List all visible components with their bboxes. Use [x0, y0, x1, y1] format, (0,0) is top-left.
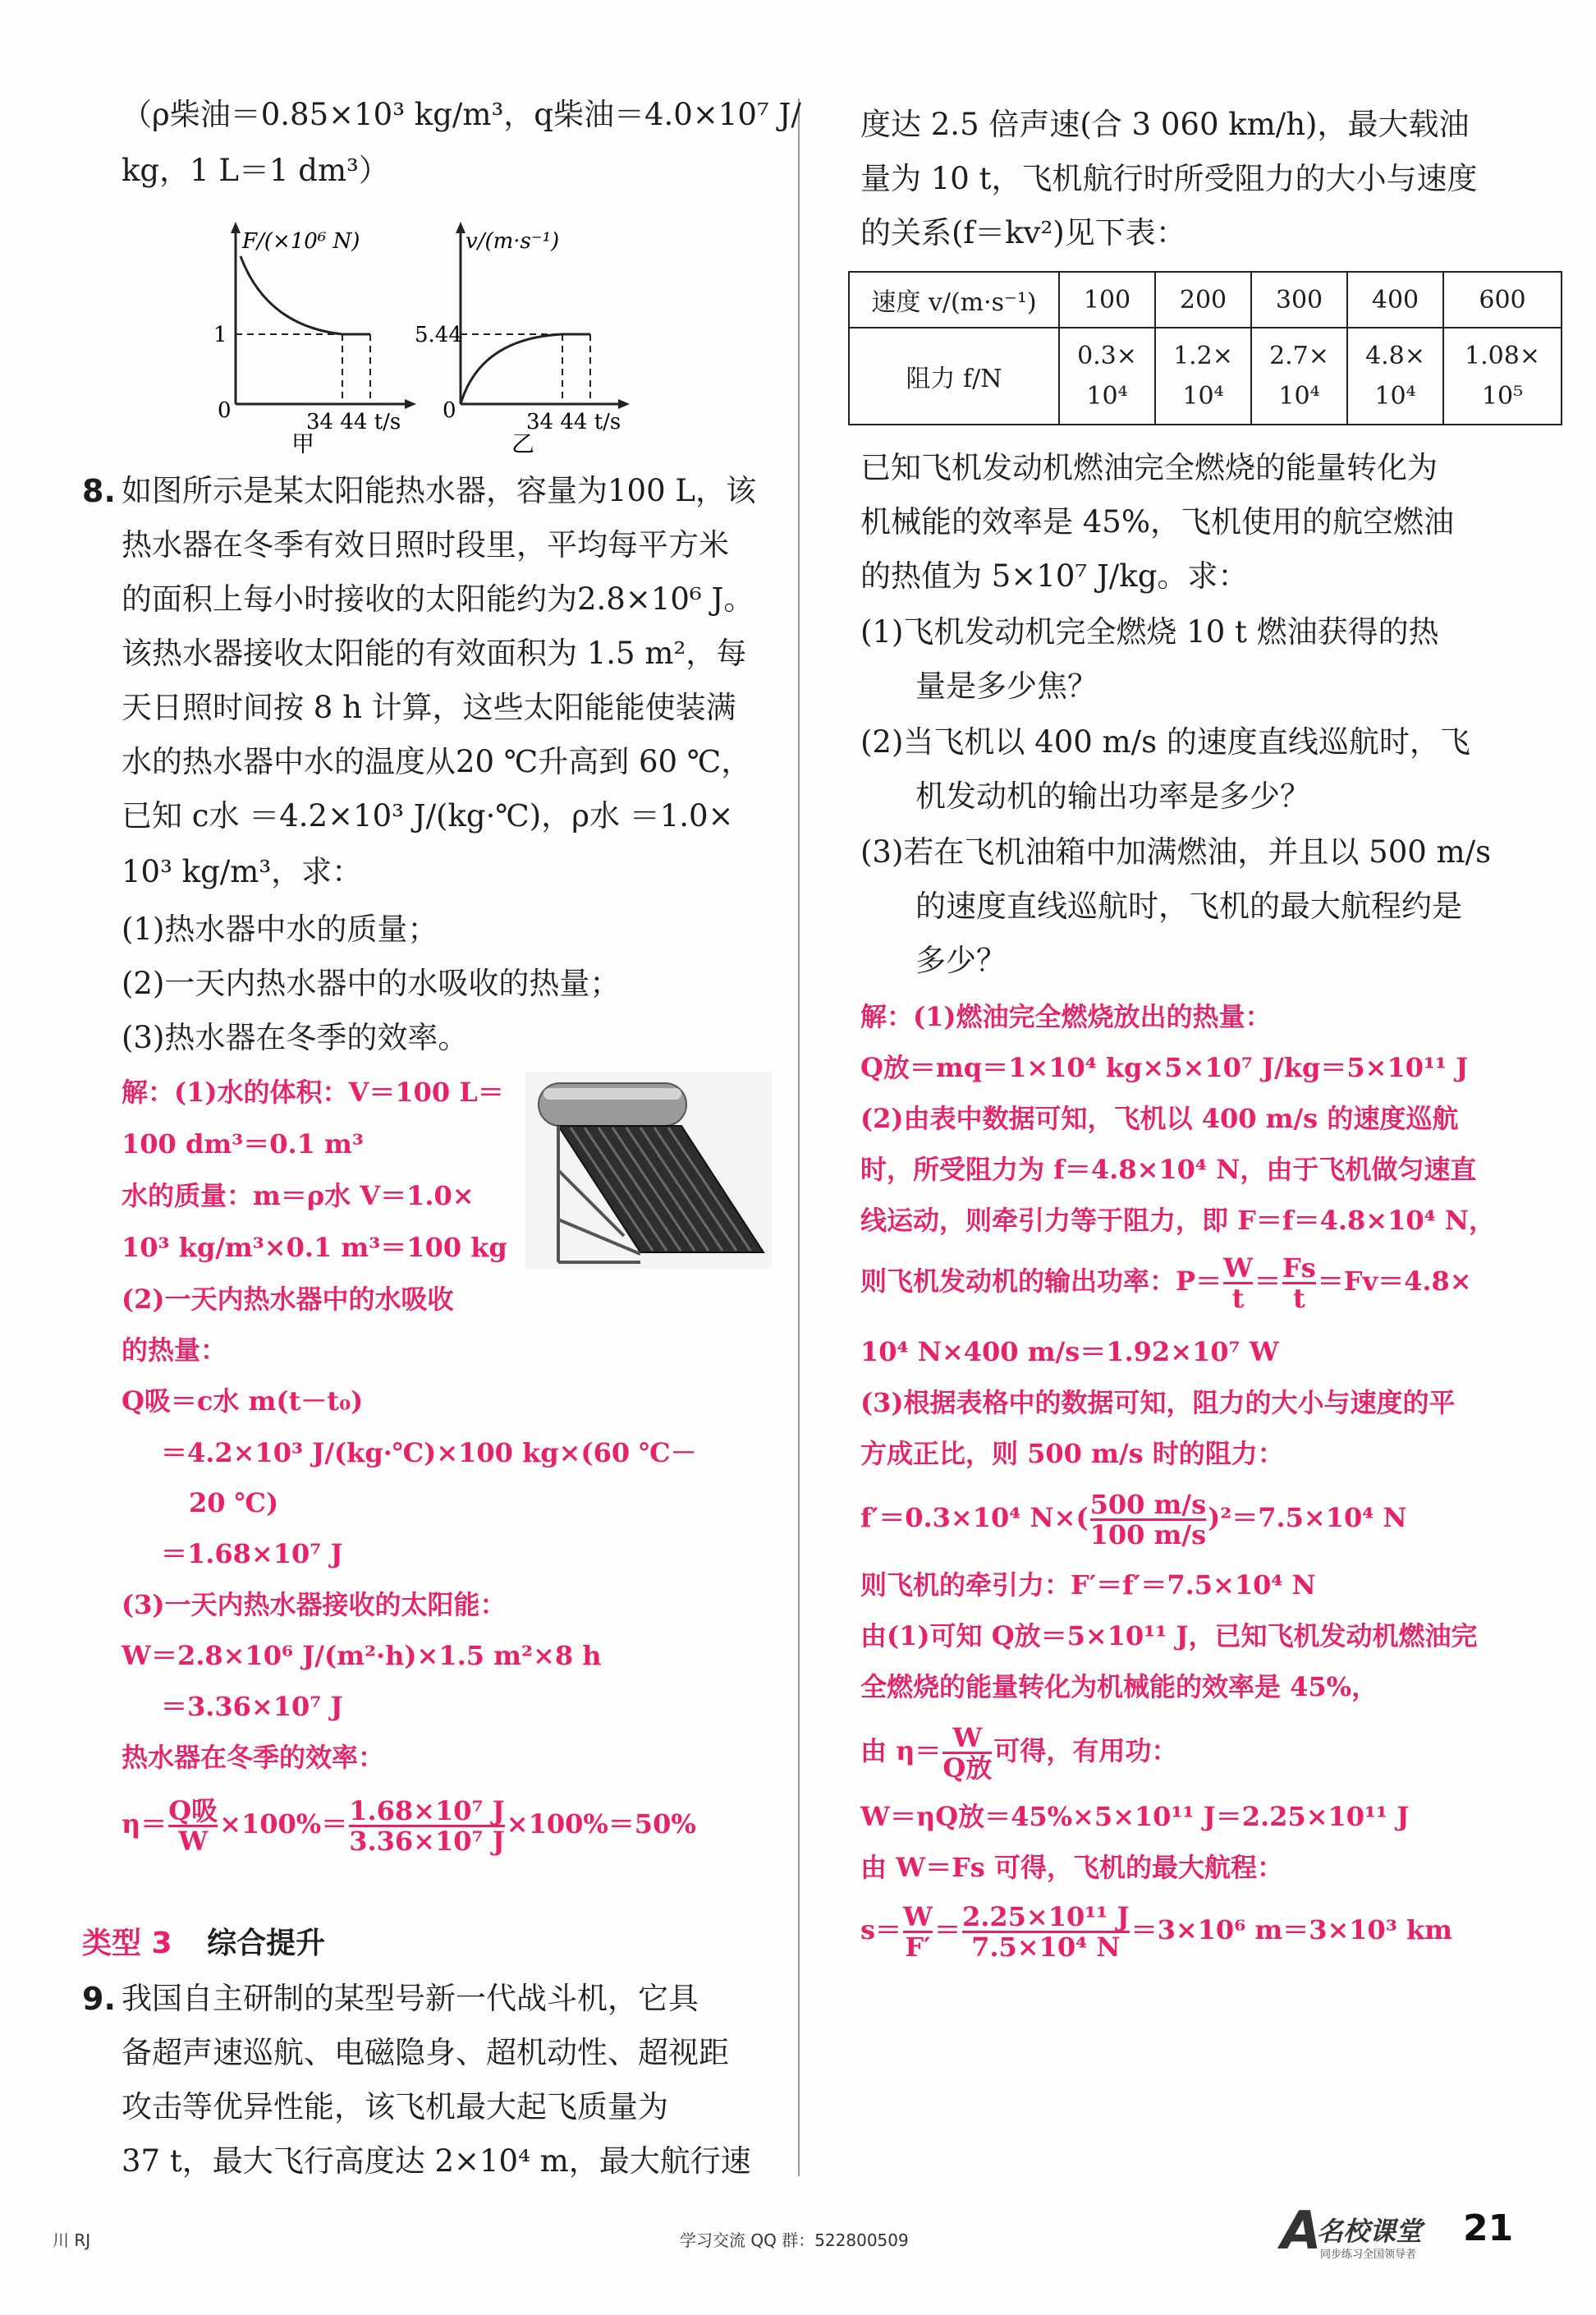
page-number: 21	[1463, 2207, 1514, 2249]
q9-body-line: 机械能的效率是 45%，飞机使用的航空燃油	[860, 504, 1454, 540]
drag-header: 阻力 f/N	[849, 328, 1059, 425]
power-suffix: ＝Fv＝4.8×	[1317, 1265, 1472, 1297]
q9-body-line: 的热值为 5×10⁷ J/kg。求：	[860, 558, 1249, 594]
q9-part-1: 量是多少焦？	[915, 668, 1098, 704]
q8-line: 天日照时间按 8 h 计算，这些太阳能能使装满	[122, 690, 736, 725]
q9-continued-line: 的关系(f＝kv²)见下表：	[860, 215, 1186, 250]
range-formula	[860, 1897, 1452, 1963]
fprime-prefix: f′＝0.3×10⁴ N×(	[860, 1502, 1089, 1533]
q8-part-3: (3)热水器在冬季的效率。	[122, 1020, 469, 1055]
q9-answer-line: 线运动，则牵引力等于阻力，即 F＝f＝4.8×10⁴ N，	[860, 1205, 1496, 1236]
speed-cell: 200	[1155, 272, 1251, 328]
solar-water-heater-illustration	[525, 1072, 772, 1269]
y-label: F/(×10⁶ N)	[242, 229, 360, 254]
q9-part-2: 机发动机的输出功率是多少？	[915, 779, 1310, 814]
drag-cell	[1155, 328, 1251, 425]
q8-line: 10³ kg/m³，求：	[122, 854, 363, 889]
drag-power: 10⁵	[1481, 382, 1524, 411]
power-formula	[860, 1248, 1472, 1314]
y-tick-1: 5.44	[415, 323, 462, 347]
fraction	[349, 1797, 505, 1855]
y-label: v/(m·s⁻¹)	[466, 229, 560, 254]
fraction-denominator: Q放	[942, 1752, 993, 1784]
q8-answer-line: 热水器在冬季的效率：	[122, 1742, 385, 1773]
q8-answer-line: (3)一天内热水器接收的太阳能：	[122, 1589, 507, 1620]
q8-answer-line: (2)一天内热水器中的水吸收	[122, 1284, 454, 1315]
q9-answer-line: (3)根据表格中的数据可知，阻力的大小与速度的平	[860, 1387, 1456, 1418]
logo-text: 名校课堂	[1317, 2216, 1423, 2247]
s-prefix: s＝	[860, 1914, 902, 1945]
q9-line: 攻击等优异性能，该飞机最大起飞质量为	[122, 2089, 668, 2124]
q8-efficiency-formula	[122, 1790, 696, 1858]
fraction-numerator: 500 m/s	[1089, 1489, 1207, 1520]
given-data-line-2: kg，1 L＝1 dm³）	[122, 153, 389, 188]
q8-answer-line: 100 dm³＝0.1 m³	[122, 1128, 364, 1160]
q8-answer-line: 10³ kg/m³×0.1 m³＝100 kg	[122, 1232, 507, 1263]
q9-line: 我国自主研制的某型号新一代战斗机，它具	[122, 1981, 699, 2016]
fraction	[1090, 1491, 1207, 1549]
useful-work-line: W＝ηQ放＝45%×5×10¹¹ J＝2.25×10¹¹ J	[860, 1801, 1410, 1832]
column-divider	[798, 99, 800, 2176]
graph-caption: 乙	[511, 430, 535, 453]
drag-coefficient: 1.2×	[1173, 342, 1233, 370]
drag-power: 10⁴	[1086, 382, 1128, 411]
q8-answer-line: 20 ℃)	[189, 1487, 279, 1518]
fraction-numerator: W	[903, 1901, 933, 1932]
q9-answer-line: 由(1)可知 Q放＝5×10¹¹ J，已知飞机发动机燃油完	[860, 1620, 1478, 1651]
fraction	[1223, 1254, 1253, 1312]
q8-answer-line: 解：(1)水的体积：V＝100 L＝	[122, 1077, 504, 1108]
question-8-number: 8.	[82, 473, 116, 509]
q9-part-1: (1)飞机发动机完全燃烧 10 t 燃油获得的热	[860, 614, 1439, 650]
q9-continued-line: 量为 10 t，飞机航行时所受阻力的大小与速度	[860, 161, 1478, 196]
fraction-denominator: 100 m/s	[1089, 1519, 1207, 1550]
speed-cell: 600	[1443, 272, 1562, 328]
q8-answer-line: 水的质量：m＝ρ水 V＝1.0×	[122, 1180, 475, 1211]
speed-cell: 400	[1347, 272, 1443, 328]
q9-part-3: (3)若在飞机油箱中加满燃油，并且以 500 m/s	[860, 834, 1492, 870]
fraction	[1282, 1254, 1316, 1312]
graph-caption: 甲	[291, 430, 315, 453]
fraction-denominator: W	[178, 1826, 209, 1857]
eta-suffix: ×100%＝50%	[506, 1808, 696, 1840]
fraction-numerator: Q吸	[168, 1795, 218, 1826]
q8-line: 热水器在冬季有效日照时段里，平均每平方米	[122, 527, 729, 563]
force-curve	[241, 256, 370, 334]
q9-body-line: 已知飞机发动机燃油完全燃烧的能量转化为	[860, 450, 1438, 485]
q8-line: 的面积上每小时接收的太阳能约为2.8×10⁶ J。	[122, 581, 754, 617]
fraction-denominator: t	[1293, 1283, 1305, 1314]
fraction-numerator: W	[942, 1724, 992, 1754]
origin-label: 0	[443, 398, 456, 423]
drag-cell	[1443, 328, 1562, 425]
fraction	[942, 1724, 992, 1782]
drag-power: 10⁴	[1278, 382, 1320, 411]
y-axis-arrow	[231, 222, 241, 233]
graph-force-time	[209, 215, 423, 453]
q8-line: 该热水器接收太阳能的有效面积为 1.5 m²，每	[122, 636, 747, 671]
fraction-numerator: W	[1223, 1252, 1254, 1284]
q8-answer-line: ＝3.36×10⁷ J	[161, 1691, 343, 1722]
q8-answer-line: Q吸＝c水 m(t－t₀)	[122, 1385, 364, 1417]
q9-answer-line: 方成正比，则 500 m/s 时的阻力：	[860, 1438, 1284, 1469]
drag-coefficient: 4.8×	[1365, 342, 1425, 370]
x-axis-arrow	[618, 399, 630, 409]
drag-cell	[1251, 328, 1347, 425]
tank-highlight	[543, 1088, 681, 1100]
fprime-suffix: )²＝7.5×10⁴ N	[1208, 1502, 1407, 1533]
eta-suffix: 可得，有用功：	[993, 1735, 1178, 1766]
logo-letter: A	[1281, 2201, 1322, 2262]
fraction-denominator: 7.5×10⁴ N	[971, 1931, 1121, 1963]
drag-coefficient: 0.3×	[1077, 342, 1137, 370]
graph-velocity-time	[415, 215, 636, 453]
q8-part-1: (1)热水器中水的质量；	[122, 912, 438, 947]
q9-part-2: (2)当飞机以 400 m/s 的速度直线巡航时，飞	[860, 724, 1470, 760]
fraction-denominator: F′	[905, 1931, 931, 1963]
q8-line: 水的热水器中水的温度从20 ℃升高到 60 ℃，	[122, 744, 752, 779]
power-prefix: 则飞机发动机的输出功率：P＝	[860, 1265, 1222, 1297]
drag-500-formula	[860, 1485, 1407, 1550]
section-title: 综合提升	[207, 1927, 326, 1960]
q9-answer-line: 解：(1)燃油完全燃烧放出的热量：	[860, 1001, 1272, 1032]
q8-answer-line: W＝2.8×10⁶ J/(m²·h)×1.5 m²×8 h	[122, 1640, 602, 1671]
efficiency-relation	[860, 1718, 1177, 1784]
q8-answer-line: ＝4.2×10³ J/(kg·℃)×100 kg×(60 ℃－	[161, 1437, 697, 1468]
speed-cell: 300	[1251, 272, 1347, 328]
drag-coefficient: 2.7×	[1269, 342, 1329, 370]
drag-power: 10⁴	[1182, 382, 1224, 411]
equals-sign: ＝	[933, 1914, 961, 1945]
q8-line: 如图所示是某太阳能热水器，容量为100 L，该	[122, 473, 756, 508]
origin-label: 0	[218, 398, 232, 423]
fraction-denominator: 3.36×10⁷ J	[349, 1826, 505, 1857]
q9-part-3: 多少？	[915, 943, 1007, 978]
question-9-number: 9.	[82, 1981, 116, 2017]
drag-coefficient: 1.08×	[1465, 342, 1540, 370]
logo-subtitle: 同步练习全国领导者	[1320, 2248, 1417, 2261]
given-data-line-1: （ρ柴油＝0.85×10³ kg/m³，q柴油＝4.0×10⁷ J/	[122, 97, 801, 132]
q8-answer-line: 的热量：	[122, 1334, 227, 1366]
q9-part-3: 的速度直线巡航时，飞机的最大航程约是	[915, 889, 1462, 924]
q9-answer-line: 则飞机的牵引力：F′＝f′＝7.5×10⁴ N	[860, 1569, 1316, 1601]
range-intro-line: 由 W＝Fs 可得，飞机的最大航程：	[860, 1852, 1283, 1883]
q9-continued-line: 度达 2.5 倍声速(合 3 060 km/h)，最大载油	[860, 107, 1470, 142]
fraction-numerator: Fs	[1282, 1252, 1316, 1284]
fraction	[903, 1903, 933, 1961]
q9-answer-line: (2)由表中数据可知，飞机以 400 m/s 的速度巡航	[860, 1103, 1459, 1134]
fraction-numerator: 1.68×10⁷ J	[349, 1795, 505, 1826]
fraction-numerator: 2.25×10¹¹ J	[961, 1901, 1130, 1932]
q9-answer-line: 时，所受阻力为 f＝4.8×10⁴ N，由于飞机做匀速直	[860, 1154, 1477, 1185]
q9-line: 37 t，最大飞行高度达 2×10⁴ m，最大航行速	[122, 2143, 751, 2179]
q9-line: 备超声速巡航、电磁隐身、超机动性、超视距	[122, 2035, 729, 2070]
q9-answer-line: 全燃烧的能量转化为机械能的效率是 45%，	[860, 1671, 1378, 1702]
qq-group-label: 学习交流 QQ 群：522800509	[680, 2230, 909, 2250]
y-axis-arrow	[456, 222, 466, 233]
q8-line: 已知 c水 ＝4.2×10³ J/(kg·℃)，ρ水 ＝1.0×	[122, 798, 734, 834]
s-suffix: ＝3×10⁶ m＝3×10³ km	[1130, 1914, 1453, 1945]
section-heading	[82, 1920, 325, 1962]
speed-drag-table	[848, 271, 1562, 425]
eta-prefix: 由 η＝	[860, 1735, 942, 1766]
fraction	[168, 1797, 218, 1855]
speed-cell: 100	[1059, 272, 1155, 328]
fraction	[962, 1903, 1130, 1961]
drag-cell	[1347, 328, 1443, 425]
y-tick-1: 1	[213, 323, 227, 347]
x-ticks: 34 44 t/s	[306, 410, 401, 434]
q9-answer-line: Q放＝mq＝1×10⁴ kg×5×10⁷ J/kg＝5×10¹¹ J	[860, 1052, 1469, 1083]
q9-answer-line: 10⁴ N×400 m/s＝1.92×10⁷ W	[860, 1336, 1279, 1367]
fraction-denominator: t	[1231, 1283, 1245, 1314]
edition-label: 川 RJ	[53, 2230, 91, 2250]
eta-prefix: η＝	[122, 1808, 167, 1840]
eta-mid: ×100%＝	[219, 1808, 348, 1840]
speed-header: 速度 v/(m·s⁻¹)	[849, 272, 1059, 328]
publisher-logo	[1281, 2201, 1494, 2262]
speed-row	[849, 272, 1562, 328]
q8-part-2: (2)一天内热水器中的水吸收的热量；	[122, 966, 621, 1001]
velocity-curve	[461, 334, 590, 404]
section-tag: 类型 3	[82, 1927, 172, 1960]
drag-row	[849, 328, 1562, 425]
drag-power: 10⁴	[1374, 382, 1416, 411]
equals-sign: ＝	[1254, 1265, 1282, 1297]
x-ticks: 34 44 t/s	[526, 410, 621, 434]
drag-cell	[1059, 328, 1155, 425]
q8-answer-line: ＝1.68×10⁷ J	[161, 1538, 343, 1569]
